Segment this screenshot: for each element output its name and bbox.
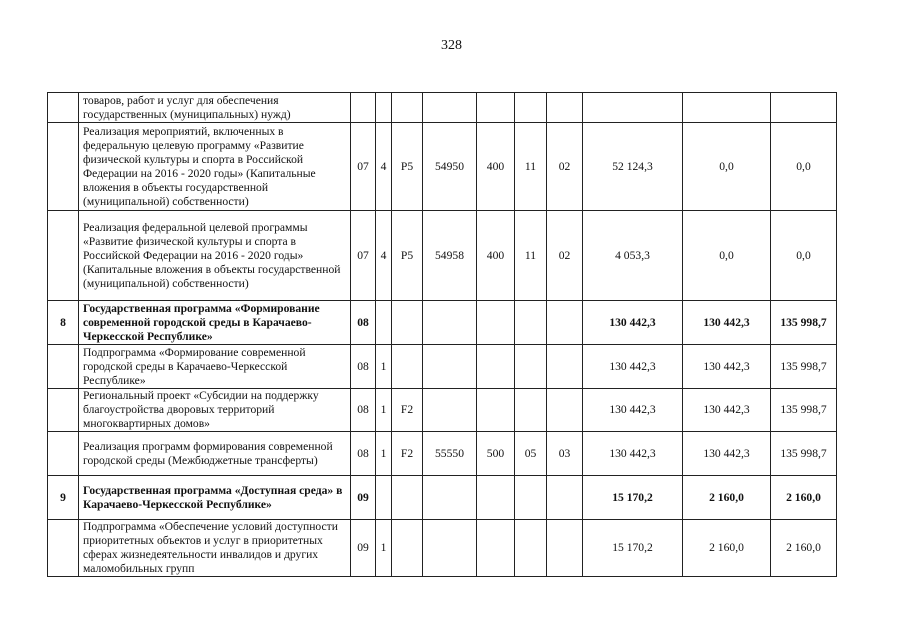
code-expense-type [477,389,515,432]
row-name: Подпрограмма «Формирование современной городской среды в Карачаево-Черкесской Республике» [79,345,351,389]
amount-year-3: 0,0 [771,211,837,301]
amount-year-1: 15 170,2 [583,476,683,520]
code-sub: 1 [376,520,392,577]
code-direction [423,93,477,123]
amount-year-2 [683,93,771,123]
table-row [48,345,837,389]
row-number [48,389,79,432]
table-row [48,211,837,301]
code-section [515,345,547,389]
code-direction [423,520,477,577]
code-direction [423,301,477,345]
code-project [392,345,423,389]
row-name: Государственная программа «Формирование современной городской среды в Карачаево-Черкесской Республике» [79,301,351,345]
code-ministry: 08 [351,345,376,389]
code-ministry: 08 [351,301,376,345]
amount-year-1: 4 053,3 [583,211,683,301]
amount-year-2: 130 442,3 [683,389,771,432]
amount-year-1: 52 124,3 [583,123,683,211]
code-subsection: 02 [547,123,583,211]
amount-year-3: 0,0 [771,123,837,211]
code-section [515,301,547,345]
code-direction: 54950 [423,123,477,211]
table-row [48,93,837,123]
code-section [515,520,547,577]
row-number: 9 [48,476,79,520]
code-direction: 54958 [423,211,477,301]
row-number [48,432,79,476]
code-sub: 1 [376,432,392,476]
code-subsection [547,345,583,389]
row-name: товаров, работ и услуг для обеспечения государственных (муниципальных) нужд) [79,93,351,123]
row-name: Государственная программа «Доступная среда» в Карачаево-Черкесской Республике» [79,476,351,520]
amount-year-2: 2 160,0 [683,476,771,520]
amount-year-1 [583,93,683,123]
amount-year-3: 2 160,0 [771,520,837,577]
code-subsection [547,389,583,432]
code-section: 05 [515,432,547,476]
code-subsection: 02 [547,211,583,301]
code-section [515,93,547,123]
code-sub [376,476,392,520]
amount-year-1: 130 442,3 [583,432,683,476]
code-direction [423,476,477,520]
code-sub [376,301,392,345]
code-expense-type: 400 [477,123,515,211]
code-subsection: 03 [547,432,583,476]
row-number: 8 [48,301,79,345]
row-name: Реализация программ формирования современной городской среды (Межбюджетные трансферты) [79,432,351,476]
code-subsection [547,520,583,577]
amount-year-3: 135 998,7 [771,301,837,345]
code-sub [376,93,392,123]
table-row [48,520,837,577]
amount-year-1: 15 170,2 [583,520,683,577]
table-row [48,476,837,520]
amount-year-3: 2 160,0 [771,476,837,520]
code-project [392,93,423,123]
code-expense-type: 500 [477,432,515,476]
row-name: Региональный проект «Субсидии на поддержку благоустройства дворовых территорий многоквартирных домов» [79,389,351,432]
row-name: Реализация мероприятий, включенных в федеральную целевую программу «Развитие физической культуры и спорта в Российской Федерации на 2016 - 2020 годы» (Капитальные вложения в объекты государственной (муниципальной) собственности) [79,123,351,211]
code-project: F2 [392,432,423,476]
code-section [515,476,547,520]
amount-year-3: 135 998,7 [771,345,837,389]
code-project: F2 [392,389,423,432]
amount-year-2: 130 442,3 [683,301,771,345]
code-expense-type [477,520,515,577]
code-section: 11 [515,211,547,301]
code-ministry: 08 [351,432,376,476]
code-expense-type [477,476,515,520]
code-sub: 4 [376,123,392,211]
code-expense-type [477,93,515,123]
code-project: P5 [392,123,423,211]
code-subsection [547,301,583,345]
row-name: Реализация федеральной целевой программы «Развитие физической культуры и спорта в Российской Федерации на 2016 - 2020 годы» (Капитальные вложения в объекты государственной (муниципальной) собственности) [79,211,351,301]
table-row [48,123,837,211]
code-expense-type [477,301,515,345]
amount-year-3: 135 998,7 [771,432,837,476]
row-number [48,520,79,577]
row-number [48,123,79,211]
code-direction: 55550 [423,432,477,476]
code-expense-type [477,345,515,389]
code-sub: 1 [376,389,392,432]
row-number [48,93,79,123]
code-sub: 1 [376,345,392,389]
amount-year-1: 130 442,3 [583,301,683,345]
amount-year-2: 130 442,3 [683,345,771,389]
amount-year-2: 0,0 [683,123,771,211]
table-row [48,301,837,345]
amount-year-3: 135 998,7 [771,389,837,432]
code-ministry [351,93,376,123]
amount-year-1: 130 442,3 [583,389,683,432]
row-number [48,211,79,301]
code-section: 11 [515,123,547,211]
amount-year-3 [771,93,837,123]
code-project [392,301,423,345]
code-subsection [547,93,583,123]
code-ministry: 09 [351,476,376,520]
row-number [48,345,79,389]
code-section [515,389,547,432]
code-ministry: 07 [351,123,376,211]
code-project: P5 [392,211,423,301]
amount-year-2: 0,0 [683,211,771,301]
table-row [48,432,837,476]
code-direction [423,345,477,389]
code-sub: 4 [376,211,392,301]
table-row [48,389,837,432]
row-name: Подпрограмма «Обеспечение условий доступности приоритетных объектов и услуг в приоритетных сферах жизнедеятельности инвалидов и других маломобильных групп [79,520,351,577]
code-project [392,476,423,520]
code-subsection [547,476,583,520]
code-ministry: 08 [351,389,376,432]
code-direction [423,389,477,432]
page-number: 328 [441,38,462,53]
code-project [392,520,423,577]
code-expense-type: 400 [477,211,515,301]
amount-year-1: 130 442,3 [583,345,683,389]
budget-table [47,92,837,577]
code-ministry: 09 [351,520,376,577]
amount-year-2: 2 160,0 [683,520,771,577]
amount-year-2: 130 442,3 [683,432,771,476]
code-ministry: 07 [351,211,376,301]
